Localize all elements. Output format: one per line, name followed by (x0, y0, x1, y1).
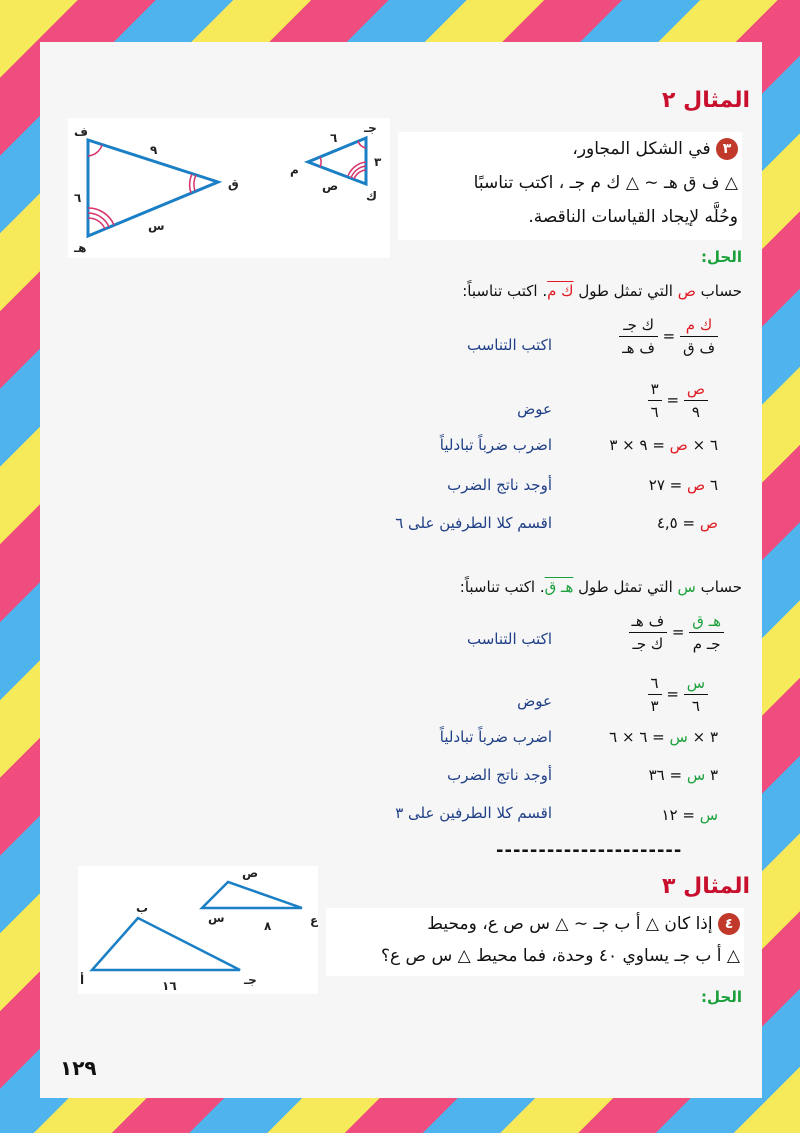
frac-den: جـ م (692, 635, 721, 653)
equation-substitute: $\frac{\text{ص}}{٩}$ = $\frac{٣}{٦}$ (648, 380, 708, 421)
equation-result: ص = ٤,٥ (656, 514, 718, 532)
example2-title: المثال ٢ (662, 88, 750, 113)
frac-den: ٩ (691, 403, 700, 421)
side-mk: ص (322, 179, 339, 193)
side-fh: ٦ (74, 191, 82, 205)
step-label: اكتب التناسب (467, 336, 552, 354)
frac-num: ك م (680, 316, 718, 337)
label-q: ق (228, 177, 239, 191)
question-line-3: وحُلَّه لإيجاد القياسات الناقصة. (528, 207, 738, 227)
label-h: هـ (74, 241, 87, 255)
frac-den: ٣ (650, 697, 659, 715)
step-label: اقسم كلا الطرفين على ٣ (395, 804, 552, 822)
label-ain: ع (310, 913, 318, 927)
equation-product: ٣ س = ٣٦ (648, 766, 718, 784)
frac-den: ٦ (650, 403, 659, 421)
intro-text: حساب (700, 282, 742, 300)
label-a: أ (80, 973, 85, 987)
step-label: اضرب ضرباً تبادلياً (439, 436, 552, 454)
label-sad: ص (242, 866, 259, 880)
frac-den: ك جـ (632, 635, 664, 653)
side-jk: ٣ (374, 155, 382, 169)
example3-solution-label: الحل: (701, 988, 742, 1006)
intro-text: . اكتب تناسباً: (462, 282, 548, 300)
frac-num: ك جـ (619, 316, 658, 337)
similar-triangles-figure (68, 118, 390, 258)
equation-cross-multiply: ٣ × س = ٦ × ٦ (609, 728, 718, 746)
frac-den: ٦ (691, 697, 700, 715)
question-line-1: في الشكل المجاور، (572, 139, 711, 159)
example2-solution-label: الحل: (701, 248, 742, 266)
part2-intro (460, 578, 742, 596)
side-big: ١٦ (162, 979, 177, 993)
equation-product: ٦ ص = ٢٧ (648, 476, 718, 494)
example3-question (326, 908, 744, 976)
label-m: م (290, 163, 299, 177)
side-small: ٨ (264, 919, 272, 933)
example3-title: المثال ٣ (662, 874, 750, 899)
question-line-2: △ ف ق هـ ∽ △ ك م جـ ، اكتب تناسبًا (473, 173, 738, 193)
frac-den: ف ق (683, 339, 715, 357)
page-number: ١٢٩ (60, 1056, 97, 1080)
example2-question (398, 132, 742, 240)
frac-num: هـ ق (689, 612, 724, 633)
frac-num: س (684, 674, 708, 695)
intro-segment: ك م (547, 282, 574, 300)
equation-cross-multiply: ٦ × ص = ٩ × ٣ (609, 436, 718, 454)
question-number-badge: ٤ (718, 913, 740, 935)
triangle-abj (92, 918, 240, 970)
similar-triangles-figure-2 (78, 866, 318, 994)
example3-figure (78, 866, 318, 994)
label-s: س (208, 911, 225, 925)
label-k: ك (366, 189, 377, 203)
question-line-2: △ أ ب جـ يساوي ٤٠ وحدة، فما محيط △ س ص ع؟ (380, 946, 740, 966)
equation-proportion: $\frac{\text{ك م}}{\text{ف ق}}$ = $\frac{\text{ك جـ}}{\text{ف هـ}}$ (619, 316, 718, 357)
label-f: ف (74, 125, 88, 139)
frac-num: ٦ (648, 674, 662, 695)
step-label: اكتب التناسب (467, 630, 552, 648)
part1-intro (462, 282, 742, 300)
label-j: جـ (364, 121, 377, 135)
section-divider: ---------------------- (496, 840, 683, 861)
frac-num: ٣ (648, 380, 662, 401)
side-hq: س (148, 219, 165, 233)
example2-figure (68, 118, 390, 258)
intro-variable: ص (677, 282, 696, 300)
intro-text: حساب (700, 578, 742, 596)
step-label: أوجد ناتج الضرب (447, 476, 552, 494)
step-label: اقسم كلا الطرفين على ٦ (395, 514, 552, 532)
equation-proportion: $\frac{\text{هـ ق}}{\text{جـ م}}$ = $\frac{\text{ف هـ}}{\text{ك جـ}}$ (629, 612, 724, 653)
step-label: عوض (517, 400, 552, 418)
intro-text: التي تمثل طول (578, 282, 673, 300)
triangle-sad-ain (202, 882, 302, 908)
frac-den: ف هـ (622, 339, 655, 357)
intro-variable: س (677, 578, 696, 596)
label-b: ب (136, 901, 149, 915)
side-jm: ٦ (330, 131, 338, 145)
side-fq: ٩ (150, 143, 158, 157)
question-number-badge: ٣ (716, 138, 738, 160)
intro-segment: هـ ق (544, 578, 574, 596)
label-j: جـ (244, 973, 257, 987)
intro-text: التي تمثل طول (578, 578, 673, 596)
question-line-1: إذا كان △ أ ب جـ ∽ △ س ص ع، ومحيط (427, 914, 713, 934)
frac-num: ص (684, 380, 708, 401)
step-label: اضرب ضرباً تبادلياً (439, 728, 552, 746)
frac-num: ف هـ (629, 612, 668, 633)
step-label: عوض (517, 692, 552, 710)
equation-result: س = ١٢ (661, 806, 718, 824)
equation-substitute: $\frac{\text{س}}{٦}$ = $\frac{٦}{٣}$ (648, 674, 709, 715)
step-label: أوجد ناتج الضرب (447, 766, 552, 784)
intro-text: . اكتب تناسباً: (459, 578, 545, 596)
